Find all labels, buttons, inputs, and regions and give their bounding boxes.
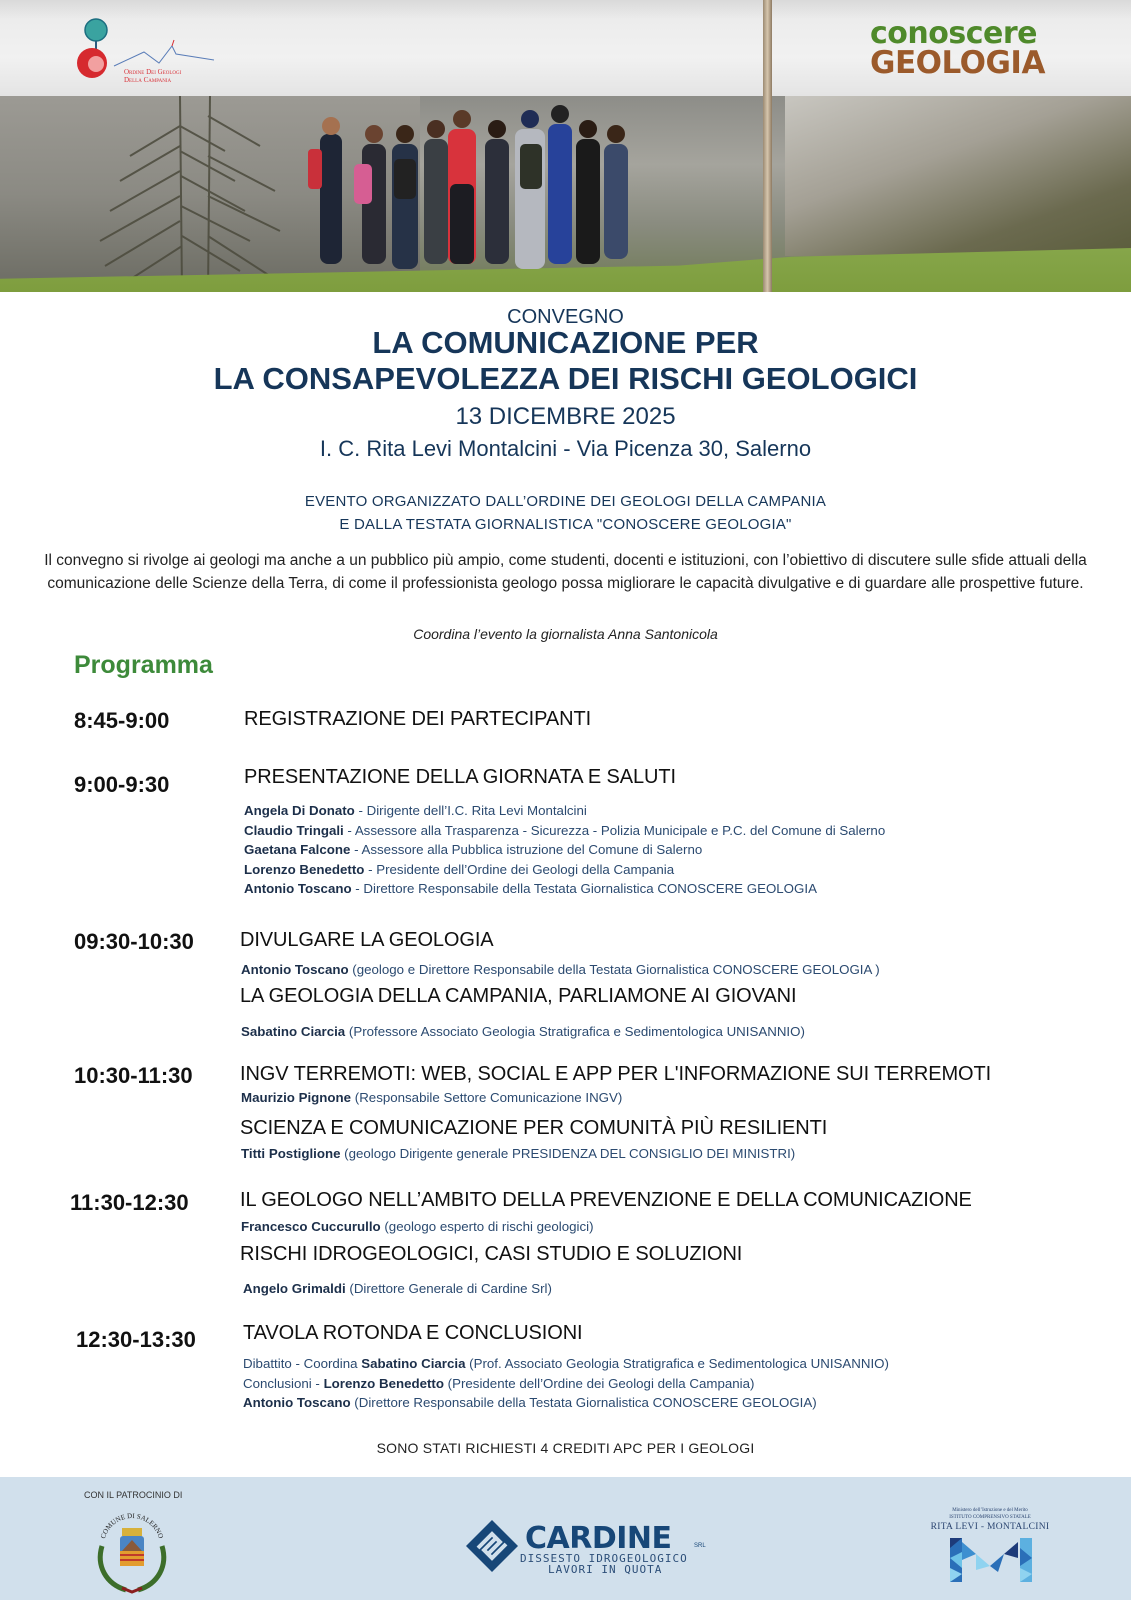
speaker-role: (Responsabile Settore Comunicazione INGV): [351, 1090, 623, 1105]
wooden-pole: [763, 0, 772, 292]
speaker-list: [243, 1354, 889, 1413]
speaker-list: [241, 960, 880, 980]
speaker: [243, 1279, 552, 1299]
speaker-prefix: Conclusioni -: [243, 1375, 324, 1391]
speaker-name: Sabatino Ciarcia: [241, 1024, 346, 1039]
speaker: [241, 1088, 622, 1108]
cg-logo-line2: GEOLOGIA: [870, 45, 1045, 81]
rlm-institute: ISTITUTO COMPRENSIVO STATALE: [949, 1515, 1031, 1520]
cardine-tagline-1: DISSESTO IDROGEOLOGICO: [520, 1552, 688, 1565]
slot-title: DIVULGARE LA GEOLOGIA: [240, 929, 494, 951]
speaker-name: Lorenzo Benedetto: [323, 1375, 444, 1391]
speaker: [244, 879, 885, 899]
speaker-role: (Direttore Generale di Cardine Srl): [345, 1281, 552, 1296]
cardine-name: CARDINE: [525, 1521, 672, 1556]
ordine-geologi-logo-text: [124, 68, 181, 84]
speaker-name: Francesco Cuccurullo: [241, 1219, 381, 1234]
speaker-role: - Direttore Responsabile della Testata Giornalistica CONOSCERE GEOLOGIA: [351, 881, 817, 896]
speaker-name: Antonio Toscano: [241, 962, 349, 977]
slot-title: IL GEOLOGO NELL’AMBITO DELLA PREVENZIONE E DELLA COMUNICAZIONE: [240, 1189, 972, 1211]
slot-title: PRESENTAZIONE DELLA GIORNATA E SALUTI: [244, 766, 676, 788]
speaker-list: [243, 1279, 552, 1299]
speaker-role: (Professore Associato Geologia Stratigrafica e Sedimentologica UNISANNIO): [345, 1024, 805, 1039]
speaker: [244, 821, 885, 841]
speaker-name: Titti Postiglione: [241, 1146, 341, 1161]
event-title-line2: LA CONSAPEVOLEZZA DEI RISCHI GEOLOGICI: [213, 361, 918, 396]
larch-tree-icon: [60, 96, 310, 292]
speaker-role: - Assessore alla Trasparenza - Sicurezza - Polizia Municipale e P.C. del Comune di Salerno: [343, 822, 886, 838]
organizer-line1: EVENTO ORGANIZZATO DALL’ORDINE DEI GEOLOGI DELLA CAMPANIA: [304, 493, 827, 510]
speaker-prefix: Dibattito - Coordina: [243, 1356, 362, 1371]
patronage-label: CON IL PATROCINIO DI: [84, 1490, 183, 1500]
event-date: 13 DICEMBRE 2025: [455, 403, 676, 430]
programme-heading: Programma: [74, 651, 213, 679]
cardine-srl: SRL: [694, 1543, 706, 1549]
slot-time: 09:30-10:30: [74, 929, 194, 954]
rita-levi-montalcini-m-logo-icon: [950, 1538, 1032, 1582]
speaker-list: [241, 1088, 622, 1108]
speaker: [243, 1354, 889, 1374]
speaker-role: - Assessore alla Pubblica istruzione del Comune di Salerno: [350, 842, 703, 857]
cg-logo-line1: conoscere: [870, 16, 1037, 51]
event-title-line1: LA COMUNICAZIONE PER: [372, 325, 759, 360]
rlm-school-name: RITA LEVI - MONTALCINI: [930, 1522, 1050, 1532]
slot-time: 8:45-9:00: [74, 708, 170, 733]
speaker-name: Lorenzo Benedetto: [244, 861, 365, 877]
slot-time: 10:30-11:30: [74, 1063, 193, 1088]
slot-title: INGV TERREMOTI: WEB, SOCIAL E APP PER L'INFORMAZIONE SUI TERREMOTI: [240, 1063, 992, 1085]
organizer-line2: E DALLA TESTATA GIORNALISTICA "CONOSCERE GEOLOGIA": [339, 516, 792, 533]
speaker: [244, 860, 885, 880]
ogc-text-line2: Della Campania: [124, 76, 172, 84]
students-group-icon: [300, 104, 780, 274]
slot-title: TAVOLA ROTONDA E CONCLUSIONI: [243, 1322, 583, 1344]
slot-title: RISCHI IDROGEOLOGICI, CASI STUDIO E SOLUZIONI: [240, 1243, 743, 1265]
speaker: [243, 1393, 889, 1413]
ogc-text-line1: Ordine Dei Geologi: [124, 68, 182, 76]
speaker: [241, 1022, 805, 1042]
speaker-name: Angelo Grimaldi: [243, 1281, 346, 1296]
speaker: [244, 801, 885, 821]
slot-time: 12:30-13:30: [76, 1327, 196, 1352]
speaker-list: [241, 1144, 795, 1164]
slot-title: REGISTRAZIONE DEI PARTECIPANTI: [244, 708, 592, 730]
speaker-role: (Direttore Responsabile della Testata Giornalistica CONOSCERE GEOLOGIA): [350, 1395, 817, 1410]
mountain-right: [785, 96, 1131, 256]
speaker-list: [241, 1022, 805, 1042]
speaker-list: [244, 801, 885, 899]
speaker-role: (Prof. Associato Geologia Stratigrafica e Sedimentologica UNISANNIO): [465, 1356, 889, 1371]
speaker-name: Angela Di Donato: [244, 803, 355, 818]
event-venue: I. C. Rita Levi Montalcini - Via Picenza 30, Salerno: [319, 436, 812, 461]
hero-banner: [0, 0, 1131, 292]
speaker-role: (geologo esperto di rischi geologici): [380, 1219, 594, 1234]
speaker: [243, 1374, 889, 1394]
slot-title: LA GEOLOGIA DELLA CAMPANIA, PARLIAMONE AI GIOVANI: [240, 985, 797, 1007]
speaker-role: - Dirigente dell’I.C. Rita Levi Montalcini: [354, 803, 587, 818]
speaker: [241, 1217, 594, 1237]
speaker-name: Gaetana Falcone: [244, 842, 351, 857]
speaker-name: Claudio Tringali: [244, 822, 344, 838]
slot-time: 11:30-12:30: [70, 1190, 189, 1215]
speaker-role: - Presidente dell’Ordine dei Geologi della Campania: [364, 861, 675, 877]
rlm-ministry: Ministero dell’Istruzione e del Merito: [952, 1508, 1028, 1513]
speaker: [241, 960, 880, 980]
slot-time: 9:00-9:30: [74, 772, 170, 797]
speaker-role: (geologo Dirigente generale PRESIDENZA DEL CONSIGLIO DEI MINISTRI): [340, 1146, 796, 1161]
speaker-name: Antonio Toscano: [243, 1395, 351, 1410]
salerno-logo-text: COMUNE DI SALERNO: [99, 1511, 165, 1540]
speaker-name: Sabatino Ciarcia: [361, 1356, 466, 1371]
credits-note: SONO STATI RICHIESTI 4 CREDITI APC PER I GEOLOGI: [376, 1440, 755, 1456]
speaker-name: Maurizio Pignone: [241, 1090, 352, 1105]
event-kicker: CONVEGNO: [507, 306, 624, 328]
conoscere-geologia-logo: [870, 16, 1045, 81]
event-description: Il convegno si rivolge ai geologi ma anche a un pubblico più ampio, come studenti, docenti e istituzioni, con l’obiettivo di discutere sulle sfide attuali della comunicazione delle Scienze della Terra, di come il professionista geologo possa migliorare le capacità divulgative e di guardare alle prospettive future.: [44, 552, 1087, 592]
slot-title: SCIENZA E COMUNICAZIONE PER COMUNITÀ PIÙ RESILIENTI: [240, 1117, 828, 1139]
speaker: [241, 1144, 795, 1164]
speaker-role: (geologo e Direttore Responsabile della Testata Giornalistica CONOSCERE GEOLOGIA ): [348, 962, 880, 977]
comune-salerno-crest-icon: [92, 1506, 172, 1594]
event-coordinator: Coordina l’evento la giornalista Anna Santonicola: [413, 626, 718, 642]
speaker-list: [241, 1217, 594, 1237]
cardine-tagline-2: LAVORI IN QUOTA: [548, 1563, 663, 1576]
speaker-name: Antonio Toscano: [244, 881, 352, 896]
speaker-role: (Presidente dell’Ordine dei Geologi della Campania): [443, 1375, 755, 1391]
speaker: [244, 840, 885, 860]
